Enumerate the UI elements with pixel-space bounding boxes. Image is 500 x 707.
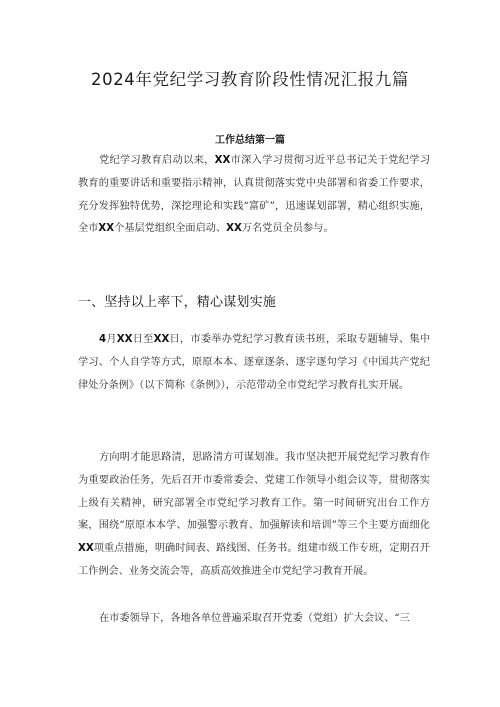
placeholder-xx: XX bbox=[214, 155, 231, 166]
paragraph-text: 万名党员全员参与。 bbox=[241, 223, 334, 235]
paragraph-text: 党纪学习教育启动以来， bbox=[99, 155, 215, 166]
placeholder-xx: XX bbox=[153, 334, 170, 345]
placeholder-xx: XX bbox=[116, 334, 133, 345]
paragraph-text: 方向明才能思路清，思路清方可谋划准。我市坚决把开展党纪学习教育作为重要政治任务，先后召开市委常委会、党建工作领导小组会议等，贯彻落实上级有关精神，研究部署全市党纪学习教育工作。第一时间研究出台工作方案，围绕“原原本本学、加强警示教育、加强解读和培训”等三个主要方面细化 bbox=[78, 452, 430, 532]
placeholder-xx: XX bbox=[98, 223, 115, 235]
paragraph-text: 个基层党组织全面启动、 bbox=[114, 223, 227, 235]
placeholder-xx: XX bbox=[226, 223, 242, 235]
paragraph-reading-class bbox=[78, 329, 430, 397]
placeholder-xx: XX bbox=[78, 543, 94, 555]
document-title: 2024年党纪学习教育阶段性情况汇报九篇 bbox=[91, 70, 409, 89]
section-heading-1: 一、坚持以上率下，精心谋划实施 bbox=[78, 295, 277, 310]
document-subtitle: 工作总结第一篇 bbox=[215, 135, 285, 146]
paragraph-text: 项重点措施，明确时间表、路线图、任务书。组建市级工作专班，定期召开工作例会、业务交流会等，高质高效推进全市党纪学习教育开展。 bbox=[78, 543, 430, 577]
paragraph-text: 日至 bbox=[132, 334, 154, 345]
paragraph-text: 日，市委举办党纪学习教育读书班，采取专题辅导、集中学习、个人自学等方式，原原本本、逐章逐条、逐字逐句学习《中国共产党纪律处分条例》（以下简称《条例》），示范带动全市党纪学习教育扎实开展。 bbox=[78, 334, 431, 391]
paragraph-text: 在市委领导下，各地各单位普遍采取召开党委（党组）扩大会议、“三 bbox=[99, 613, 410, 624]
paragraph-planning bbox=[78, 447, 430, 584]
paragraph-text: 月 bbox=[106, 334, 117, 345]
paragraph-text: 市深入学习贯彻习近平总书记关于党纪学习教育的重要讲话和重要指示精神，认真贯彻落实党中央部署和省委工作要求，充分发挥独特优势，深挖理论和实践“富矿”，迅速谋划部署，精心组织实施，全市 bbox=[78, 155, 431, 235]
paragraph-intro bbox=[78, 150, 430, 241]
paragraph-leadership bbox=[78, 608, 430, 631]
placeholder-number: 4 bbox=[99, 334, 107, 345]
